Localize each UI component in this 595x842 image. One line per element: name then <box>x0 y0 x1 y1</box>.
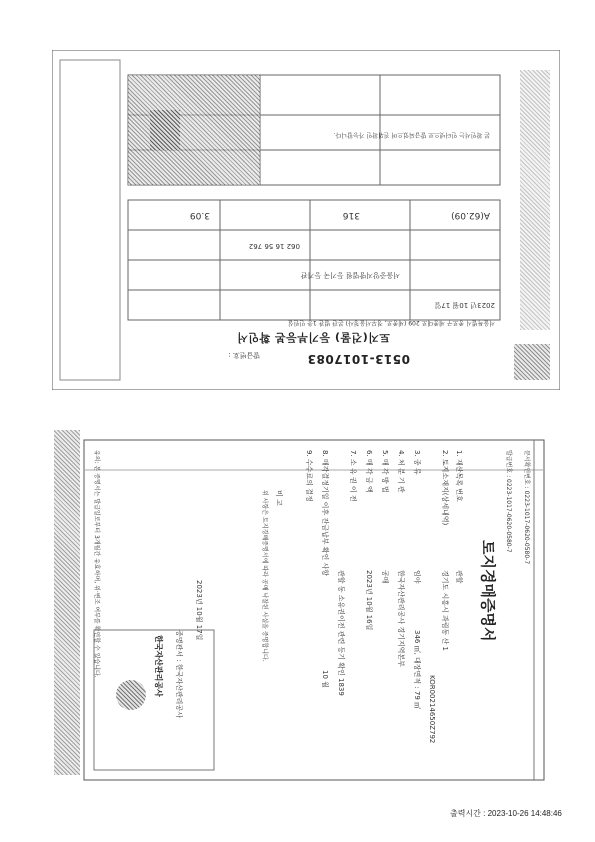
issuer-label: 증명관서 : 한국자산관리공사 <box>175 630 183 718</box>
issue-no-label: 발급번호 : <box>228 351 260 359</box>
small-note: 본 확인서는 인터넷으로 발급되었으며 진위확인 가능합니다. <box>333 131 490 138</box>
item-7-value: 관할 동 소유권이전 관련 등기 확인 1839 <box>337 570 345 696</box>
print-time-label: 출력시간 : <box>450 809 486 818</box>
issuer: 서울중앙지방법원 등기국 등기관 <box>300 271 400 279</box>
official-seal-icon <box>116 680 146 710</box>
item-5-value: 공매 <box>381 570 389 584</box>
certificate-title: 토지(건물) 등기부등본 확인서 <box>236 331 390 344</box>
seal-stamp-area <box>128 75 260 185</box>
remark-text: 위 사항은 토지경매증명서에 따라 공매 낙찰된 사실을 증명합니다. <box>261 490 268 662</box>
address-line: 서울특별시 종로구 세종대로 209 (세종로, 정부서울청사) 본관 별관 1층 민원실 <box>287 319 495 326</box>
item-6-label: 6. 매 각 금 액 <box>365 450 373 493</box>
official-seal-icon <box>150 110 180 150</box>
item-8-label: 8. 매각결정기일 이후 잔금납부 확인 사항 <box>321 450 329 576</box>
item-2-extra: KOR00214650Z792 <box>428 675 436 744</box>
value-a: 316 <box>342 210 360 220</box>
item-6-value: 2023년 10월 16일 <box>365 570 373 631</box>
bottom-certificate <box>54 430 574 790</box>
reg-code: 062 16 56 762 <box>248 242 300 250</box>
qr-code-icon <box>514 344 550 380</box>
item-3-value: 임야 <box>413 570 421 584</box>
item-3-label: 3. 종 류 <box>413 450 421 475</box>
doc-no: 발급번호 : 0223-1017-0620-0580-7 <box>505 450 512 553</box>
document-title: 토지경매증명서 <box>479 540 497 642</box>
item-4-value: 한국자산관리공사 경기지역본부 <box>397 570 405 667</box>
item-1-value: 관할 <box>455 570 463 584</box>
issuer-sign: 한국자산관리공사 <box>154 635 163 697</box>
item-3-extra: 346 ㎡, 대장면적 : 79 ㎡ <box>413 630 421 710</box>
item-2-value: 경기도 시흥시 과림동 산 1 <box>441 570 449 651</box>
remark-label: 비 고 <box>275 490 283 506</box>
item-8-value: 10 월 <box>321 670 329 688</box>
print-time <box>450 808 562 819</box>
item-2-label: 2. 토지소재지(상세내역) <box>441 450 449 526</box>
barcode-strip <box>520 70 550 330</box>
item-9-label: 9. 수수료의 결정 <box>305 450 313 502</box>
number-value: 3.09 <box>189 210 210 220</box>
value-b: A(62.09) <box>451 210 490 220</box>
issue-no: 0513-1017083 <box>307 352 410 366</box>
item-4-label: 4. 처 분 기 관 <box>397 450 405 493</box>
top-certificate <box>52 50 560 390</box>
item-5-label: 5. 매 각 방 법 <box>381 450 389 493</box>
header-line: 문서확인번호 : 0223-1017-0620-0580-7 <box>523 450 530 565</box>
certificate-date: 2023년 10월 17일 <box>195 580 203 641</box>
footnote: 유의: 본 증명서는 발급일로부터 3개월간 유효하며, 위·변조 여부를 확인할 수 있습니다. <box>93 450 100 678</box>
item-7-label: 7. 소 유 권 이 전 <box>349 450 357 502</box>
left-noise-strip <box>54 430 80 775</box>
issue-date: 2023년 10월 17일 <box>434 301 495 309</box>
item-1-label: 1. 재산목록 번호 <box>455 450 463 502</box>
print-time-value: 2023-10-26 14:48:46 <box>487 809 562 818</box>
